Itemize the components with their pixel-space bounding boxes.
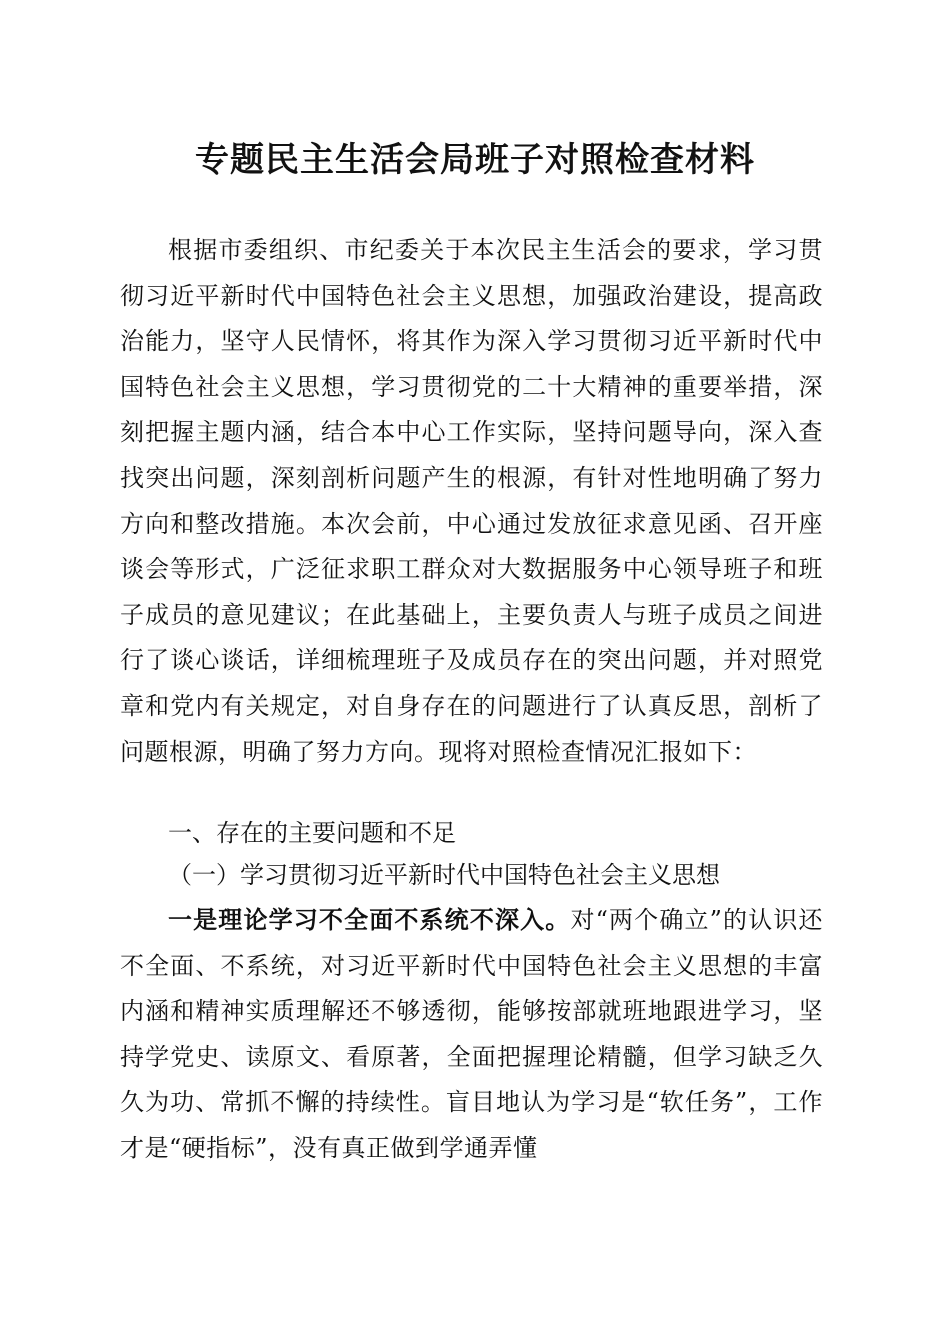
point-1-lead: 一是理论学习不全面不系统不深入。: [168, 905, 571, 934]
document-title: 专题民主生活会局班子对照检查材料: [195, 140, 755, 180]
point-1-paragraph: [120, 897, 823, 1172]
section-heading-1: 一、存在的主要问题和不足: [168, 819, 456, 847]
point-1-text: 对“两个确立”的认识还不全面、不系统，对习近平新时代中国特色社会主义思想的丰富内涵和精神实质理解还不够透彻，能够按部就班地跟进学习，坚持学党史、读原文、看原著，全面把握理论精髓，但学习缺乏久久为功、常抓不懈的持续性。盲目地认为学习是“软任务”，工作才是“硬指标”，没有真正做到学通弄懂: [120, 906, 823, 1162]
subsection-heading-1: （一）学习贯彻习近平新时代中国特色社会主义思想: [168, 861, 720, 889]
intro-paragraph: 根据市委组织、市纪委关于本次民主生活会的要求，学习贯彻习近平新时代中国特色社会主义思想，加强政治建设，提高政治能力，坚守人民情怀，将其作为深入学习贯彻习近平新时代中国特色社会主义思想，学习贯彻党的二十大精神的重要举措，深刻把握主题内涵，结合本中心工作实际，坚持问题导向，深入查找突出问题，深刻剖析问题产生的根源，有针对性地明确了努力方向和整改措施。本次会前，中心通过发放征求意见函、召开座谈会等形式，广泛征求职工群众对大数据服务中心领导班子和班子成员的意见建议；在此基础上，主要负责人与班子成员之间进行了谈心谈话，详细梳理班子及成员存在的突出问题，并对照党章和党内有关规定，对自身存在的问题进行了认真反思，剖析了问题根源，明确了努力方向。现将对照检查情况汇报如下：: [120, 236, 823, 766]
